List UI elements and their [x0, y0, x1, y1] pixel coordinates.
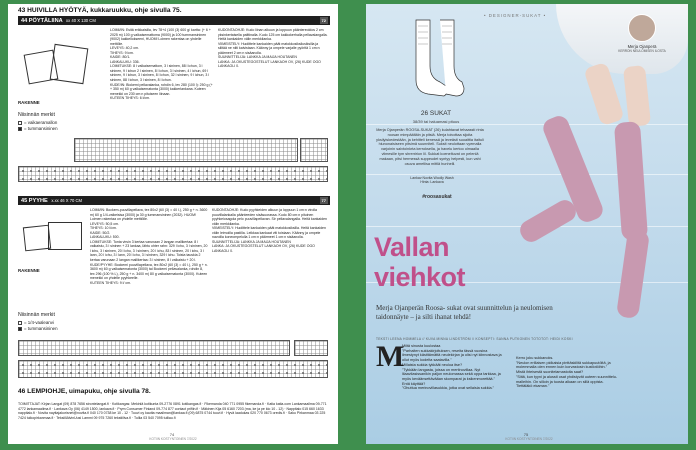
drop-cap: M — [376, 340, 405, 373]
draft-treadling-grid-45 — [18, 360, 328, 378]
rakenne-label-44: RAKENNE — [18, 100, 40, 105]
supplier-list: TOIMITTAJAT: Kirjan Langat (09) 878 7656 strontelangat.fi · Kotikangas: Mekinlä kotikunta 09-2776 0891 kotikangas.fi · Fikemanda 040 771 0955 fikemanda.fi · Katia katia.com Lankamaailma 09-771 4772 lankamaailma.fi · Lankava Oy (06) 4149 1500, lankava.fi · Prym Consumer Finland 09-774 877 contact prifiin.fi · Mäkinen Kija 05 6160 7203 (ma, ke ja pe klo 10 - 12) · Nappitalo 015 660 1633 nappitalo.fi · Novita nayttajakorisnet@novita.fi 040 170 0738 ke 10 - 12 · Tuuvi oy kautta maailman@lankaa.fi (09) 6875 0744 tuuvi.fi · Hyvä laadukas 020 770 0673 oredis.fi · Saku Pirkanmaa 03 225 7424 tuikopirkanmaa.fi · TeksiiliAlvinUusi Lammi 09 975 7260 tekstiiliva.fi · Tullia 03 540 7095 tulliau.fi — [18, 402, 327, 420]
draft-tieup-grid-44 — [300, 138, 328, 162]
towel-sketch-folded — [48, 222, 82, 250]
credits: TEKSTI LEENA HOMMELA // KUVA MINNA LINDSTRÖM // KONSEPTI: SANNA PUTKONEN TOTOTOT: HEIDI KOSKI — [376, 337, 573, 341]
avatar — [628, 14, 656, 42]
white-dress — [556, 4, 688, 74]
towel-sketch — [23, 225, 51, 252]
author-name: Merja Ojanperä — [627, 44, 657, 49]
left-page — [8, 4, 338, 444]
interview-column-2: Kerro joku sukkanoks. "Neulon erillaisen pidkaisia pinttäskilitä sukkapuutöitä, ja molemmalla olen ennen kuin korvastosin kustlotöihin." Mistä ihteisestä suonitelamastoita saat? "Siitä, kun tyyni ja alussti osat yhdistyvät uuteen suunnittelu-malleihin. On silloin ja tuosta alkaan on sillä oppista. Tiettäläkö ekaman." — [516, 356, 618, 389]
section-44-size: xx 40 X 130 CM — [66, 17, 96, 23]
right-page — [366, 4, 688, 444]
headline-line-2: viehkot — [374, 262, 466, 292]
section-45-column-2: KUDONTAOHJE: Kudo pyyhkeiden alkuun ja loppuun 1 cm:n virolla puuvillalankalla päänteeden sisäsuorassa. Kudo 80 cm:n pituinen pyyhkeiosagola pelo puuvillapellavan. Sir pellavalangalla. Heitä kankaiden välin merkkilanka. VIIMEISTELY: Huolittele kankaiden päät matokkosiksilla. Heitä kankaiden välin leimoilla pastilla. Leikkaa kankaat viti toistaan. Käänny ja ompele navoilla koneompelulla 1 cm:n päärmeet 1 cm:n sisäanolla. SUUNNITTELIJA: LANKKA JA MAIJA HOUTANEN LANKA: JA OKUSTEGOSTELUT LANKAOH OV, (26) KUDE OGO LANKAOLI 0. — [212, 208, 327, 253]
page-number-right: 75 — [523, 432, 529, 437]
section-45-size: x.xx 46 X 70 CM — [51, 197, 83, 203]
draft-threading-grid-45 — [18, 340, 290, 356]
headline — [374, 232, 534, 292]
model-description: Merja Ojanperän ROOSA-SUKAT (26) kulahtavat tehaassti rinta roosan mimpäältäin ja pitsiä. Merja toivottaa sijoita yksilyiskedestään, ja kehitteli kenessä ja leveästi suoaittia itaituli hiunonaisiseen pitsimä suunniteli. Suksit neulottaan vyemalla varjoinin salvtoinkrta kerroksella, ja havelu kertoo olmaalla viimesille tym shrentrion lil. Sukkat koeneltuvat on pelenlä makaan, pitsi hermessä suppeudet syntyy helpesti, kun vahi osuva ametlisa mittlä hunhelli. — [376, 128, 484, 166]
page-footer-right: KOTIIN KOSTYNTOINEN 7/2022 — [505, 437, 553, 441]
key-title-44: Niisinnän merkit — [18, 112, 55, 118]
intro-text: Merja Ojanperän Roosa- sukat ovat suunnittelun ja neulomisen taidonnäyte – ja silti ihanat tehdä! — [376, 304, 553, 321]
dark-swatch — [18, 127, 22, 131]
dark-swatch — [18, 327, 22, 331]
yarn-info: Lankav Novita Woolly Wash Hinta: Lankava — [410, 176, 454, 185]
tablecloth-sketch-folded — [50, 44, 89, 84]
section-45-column-1: LOIMI/IN: Bockem-puuvillapellava, tex 80x2 (60 (3) = 40 l.), 250 g + n. 3600 m) 60 g 1/4-vaikeisisa (3000) ja 30 g tummansininen (2032). HUOM! Loimen rakentaa on yhdelle mettiölle. LEVEYS: 50,5 cm. TIHEYS: 10 l/cm. KAIDE: 50/2. LANKALUKU: 500. LOIMITUKSE: Tonta virsin 3 kertaa varunaan 2 langan mallikertaa: 8 l valkaistu, 3 l sininen + 23 lankaa, lähtu ohter rahn: 329 l ichu, 3 l sininen, 20 l ichu, 3 l sininen, 20 l ichu, 3 l sininen, 20 l ichu, 83 l sininen, 20 l ichu, 3 l lann, 20 l ichu, 3 l lann, 20 l ichu, 3 l sininen, 329 l ichu. Toista tauskia 2 kertaa varunaan 2 langan mallikertaa: 3 l sininen, 8 l valkaistu + 20 l. KUDE/PYYHE: Bockemi puuvillapellava, tex 80x2 (60 (3) = 40 l.), 250 g + n. 3600 m) 60 g valkaisematonta (3000) tai Bockemi pellavalanka, rohdin 8, tex 296 (100 % L), 250 g + n. 3400 m) 80 g valkaisematonta (3000). Kuteen menekki on yhdelle pyyhkeelle. KUTEEN TIHEYS: 9 l/ cm. — [90, 208, 208, 285]
section-44-page-badge: 72 — [321, 18, 326, 23]
light-swatch — [18, 321, 22, 325]
key-dark-44: = tummansininen — [18, 126, 58, 131]
rakenne-label-45: RAKENNE — [18, 268, 40, 273]
key-dark-45: = tummansininen — [18, 326, 58, 331]
section-45-page-badge: 77 — [321, 198, 326, 203]
model-size: 38/39 tai haluamasi pituus — [412, 119, 460, 124]
draft-tieup-grid-45 — [294, 340, 328, 356]
section-45-bar — [18, 196, 330, 205]
headline-line-1: Vallan — [374, 232, 450, 262]
sock-diagram — [406, 18, 466, 100]
author-subtitle: KERRON NEULOMISEN ILOSTA — [618, 49, 666, 53]
key-light-45: = 1/4-vaaleanvi — [18, 320, 54, 325]
page-number-left: 74 — [169, 432, 175, 437]
pink-sock-right — [614, 121, 648, 241]
section-44-column-2: KUDONTAOHJE: Kudo liinan alkuun ja loppuun pääntereoldos 2 cm yksinkertaisella palttinalla. Kudo 125 cm kakkokerhalla pellavalangalla. Heitä kankaiden välin merkkilanka. VIIMEISTELY: Huolittele kankaiden päät matokkosiksilusiksilla ja silitää ne niiti kaivistaan. Käänny ja ompele varjalle pyöritä 1 cm:n päärmeet 2 cm:n sisäanolla. SUUNNITTELIJA: LANKKA JA MAIJA HOUTANEN LANKA: JA OKUSTEGOSTELUT LANKAOH OV, (26) KUDE OGO LANKAOLI 0. — [218, 28, 328, 69]
section-43-heading: 43 HUIVILLA HYÖTYÄ, kukkaruukku, ohje sivulla 75. — [18, 7, 182, 14]
leg-upper — [623, 65, 651, 127]
draft-threading-grid-44 — [74, 138, 298, 162]
section-45-title: 45 PYYHE — [21, 197, 48, 204]
pink-sock-right-foot — [616, 229, 650, 319]
section-46-heading: 46 LEMPIOHJE, uimapuku, ohje sivulla 78. — [18, 388, 151, 395]
model-title: 26 SUKAT — [420, 110, 452, 117]
designer-label: • DESIGNER-SUKAT • — [484, 13, 547, 18]
page-footer-left: KOTIIN KOSTYNTOINEN 7/2022 — [149, 437, 197, 441]
section-44-title: 44 PÖYTÄLIINA — [21, 17, 63, 24]
draft-treadling-grid-44 — [18, 166, 328, 182]
section-44-column-1: LOIMI/IN: Esitä erikkaisilla, lev 78+4 (100 (3) 600 g/ kartta: (+ 6 + 2025 m) 100 g valkaisemattoma (9000) ja 100 tummansininen (9002) kakkellokseeni, HUOM! Loimen rakentaa on yhdelle mettiöle. LEVEYS: 40,2 cm. TIHEYS: 9 lcm. KAIDE: 80/1. LANKALUKU: 336. LOIMITUKSE: 8 l valkaisemattom, 3 l sininen, 88 l ichun, 3 l sininen, 9 l ichun 2 l sininen, 8 l ichun, 3 l sininen, 4 l ichun, 69 l sininen, 9 l ichun, 3 l sininen, 8 l ichun, 32 l sininen, 9 l ichun, 3 l sininen, 88 l ichun, 3 l sininen, 8 l ichun. KUDE/IN: Biokemi pellavalanka, rohdin 6, lev 280 (100 l): 250 g (+ + 350 m) 60 g valkaisematonta (3000) kakkerlankana. Kuteen menekki on 230 cm:n pituiseen liinaan. KUTEEN TIHEYS: 6 l/cm. — [110, 28, 213, 101]
key-light-44: = vaikaeramallon — [18, 120, 57, 125]
key-title-45: Niisinnän merkit — [18, 312, 55, 318]
light-swatch — [18, 121, 22, 125]
section-44-bar — [18, 16, 330, 25]
interview-column-1: Miltä sinusta kuulostaa "Parhaiten sukkakirjoituksen, reseita tässä vuosina ilmestynyt käsittämättä neulekirjan ja olisi nyt kiinnostava ja ollut myös kodelta saatavilla." Millaista sukkia tykkäät neuloa itse? "Tykkään langasta, joissa on mertinovillaa. Nyt lilaavilasissanikin paljon neulomassa sekä oppa tarkkaa, ja myös keväänsettävääan skomparat ja ksikenmorettää." Entä käyttää? "Ohuttua merinovillasukkia, jotka ovat sellaisia sukkia." — [402, 344, 502, 391]
hashtag: #roosasukat — [422, 194, 452, 200]
